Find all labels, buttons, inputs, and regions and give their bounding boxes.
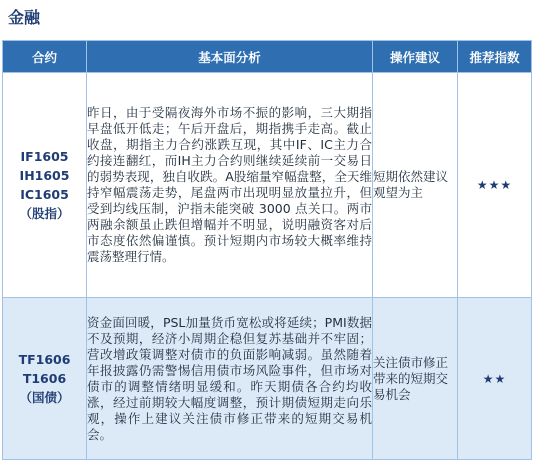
header-rating: 推荐指数 [458, 41, 532, 73]
table-row [3, 73, 532, 298]
contract-code: IF1605 [20, 149, 69, 164]
analysis-cell: 昨日，由于受隔夜海外市场不振的影响，三大期指早盘低开低走；午后开盘后，期指携手走高。截止收盘，期指主力合约涨跌互现，其中IF、IC主力合约接连翻红，而IH主力合约则继续延续前一交易日的弱势表现，独自收跌。A股缩量窄幅盘整，全天维持窄幅震荡走势，尾盘两市出现明显放量拉升，但受到均线压制，沪指未能突破 3000 点关口。两市两融余额虽止跌但增幅并不明显，说明融资客对后市态度依然偏谨慎。预计短期内市场较大概率维持震荡整理行情。 [87, 73, 373, 298]
contract-cell [3, 298, 87, 460]
contract-code: TF1606 [18, 352, 71, 367]
futures-analysis-table [2, 40, 532, 460]
contract-code: IH1605 [19, 168, 70, 183]
header-analysis: 基本面分析 [87, 41, 373, 73]
table-row [3, 298, 532, 460]
contract-code: T1606 [22, 371, 67, 386]
contract-code: IC1605 [20, 187, 69, 202]
header-advice: 操作建议 [373, 41, 458, 73]
rating-stars: ★★★ [458, 73, 532, 298]
table-header-row [3, 41, 532, 73]
rating-stars: ★★ [458, 298, 532, 460]
contract-category: （股指） [19, 206, 70, 221]
header-contract: 合约 [3, 41, 87, 73]
contract-category: （国债） [19, 390, 70, 405]
contract-cell [3, 73, 87, 298]
section-title: 金融 [8, 8, 41, 27]
advice-cell: 短期依然建议观望为主 [373, 73, 458, 298]
analysis-cell: 资金面回暖，PSL加量货币宽松或将延续；PMI数据不及预期，经济小周期企稳但复苏基础并不牢固；营改增政策调整对债市的负面影响减弱。虽然随着年报披露仍需警惕信用债市场风险事件，但市场对债市的调整情绪明显缓和。昨天期债各合约均收涨，经过前期较大幅度调整，预计期债短期走向乐观，操作上建议关注债市修正带来的短期交易机会。 [87, 298, 373, 460]
advice-cell: 关注债市修正带来的短期交易机会 [373, 298, 458, 460]
